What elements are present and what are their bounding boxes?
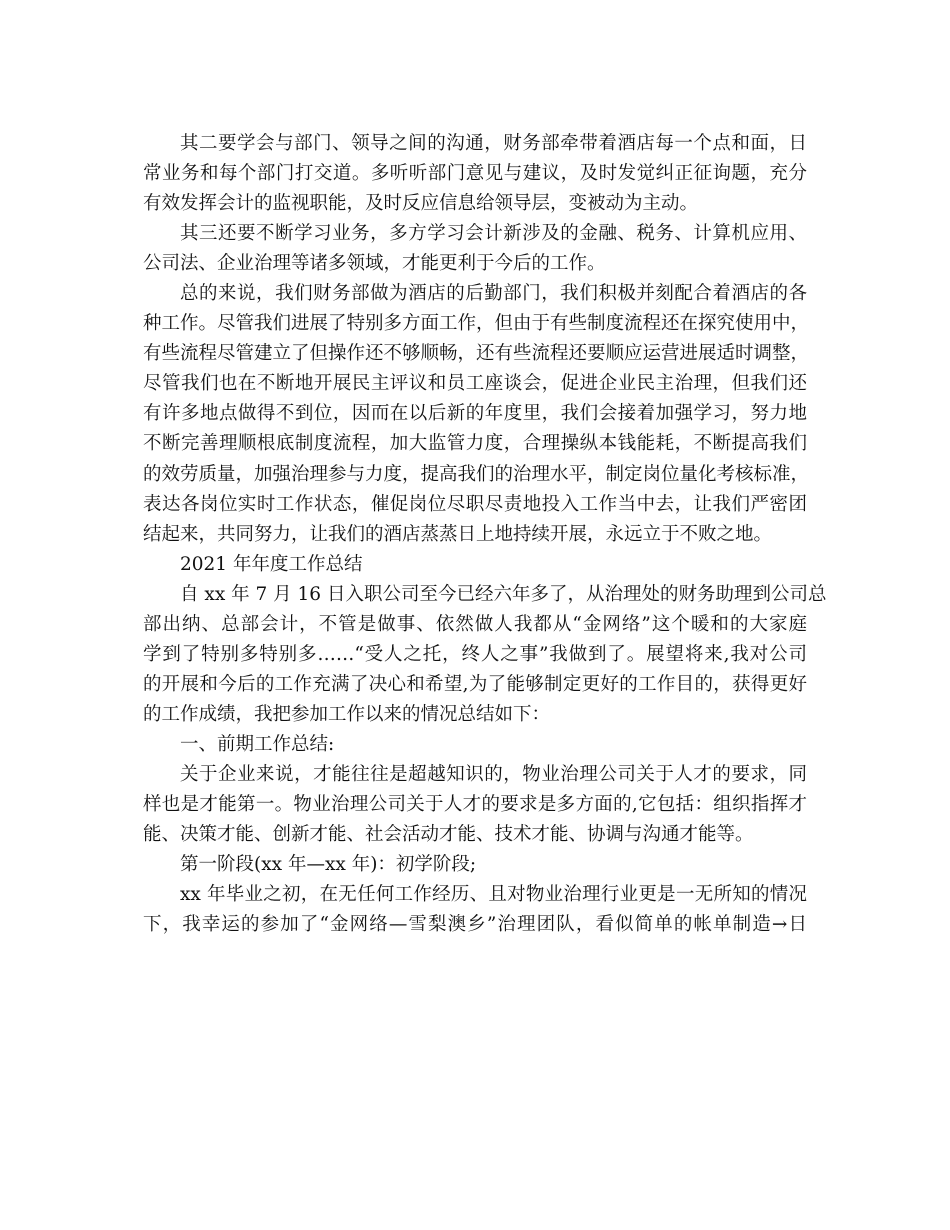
text-line: 尽管我们也在不断地开展民主评议和员工座谈会，促进企业民主治理，但我们还 bbox=[143, 373, 807, 395]
text-line: 的工作成绩，我把参加工作以来的情况总结如下： bbox=[143, 703, 551, 725]
text-line: 结起来，共同努力，让我们的酒店蒸蒸日上地持续开展，永远立于不败之地。 bbox=[143, 523, 773, 545]
text-line: 其三还要不断学习业务，多方学习会计新涉及的金融、税务、计算机应用、 bbox=[180, 223, 807, 245]
text-line: 的开展和今后的工作充满了决心和希望,为了能够制定更好的工作目的，获得更好 bbox=[143, 673, 807, 695]
document-body bbox=[143, 129, 827, 940]
text-line: xx 年毕业之初，在无任何工作经历、且对物业治理行业更是一无所知的情况 bbox=[180, 884, 807, 906]
text-line: 能、决策才能、创新才能、社会活动才能、技术才能、协调与沟通才能等。 bbox=[143, 824, 754, 846]
text-line: 关于企业来说，才能往往是超越知识的，物业治理公司关于人才的要求，同 bbox=[180, 763, 807, 785]
text-line: 有许多地点做得不到位，因而在以后新的年度里，我们会接着加强学习，努力地 bbox=[143, 403, 807, 425]
section-heading: 一、前期工作总结: bbox=[180, 733, 335, 755]
text-line: 部出纳、总部会计，不管是做事、依然做人我都从“金网络”这个暖和的大家庭 bbox=[143, 613, 807, 635]
text-line: 其二要学会与部门、领导之间的沟通，财务部牵带着酒店每一个点和面，日 bbox=[180, 133, 807, 154]
text-line: 总的来说，我们财务部做为酒店的后勤部门，我们积极并刻配合着酒店的各 bbox=[180, 283, 807, 305]
text-line: 种工作。尽管我们进展了特别多方面工作，但由于有些制度流程还在探究使用中， bbox=[143, 313, 810, 335]
section-title: 2021 年年度工作总结 bbox=[180, 553, 363, 575]
text-line: 表达各岗位实时工作状态，催促岗位尽职尽责地投入工作当中去，让我们严密团 bbox=[143, 493, 807, 515]
text-line: 常业务和每个部门打交道。多听听部门意见与建议，及时发觉纠正征询题，充分 bbox=[143, 163, 807, 185]
text-line: 样也是才能第一。物业治理公司关于人才的要求是多方面的,它包括：组织指挥才 bbox=[143, 794, 807, 816]
text-line: 公司法、企业治理等诸多领域，才能更利于今后的工作。 bbox=[143, 253, 606, 275]
text-line: 不断完善理顺根底制度流程，加大监管力度，合理操纵本钱能耗，不断提高我们 bbox=[143, 433, 807, 455]
text-line: 学到了特别多特别多……“受人之托，终人之事”我做到了。展望将来,我对公司 bbox=[143, 643, 807, 665]
text-line: 下，我幸运的参加了“金网络—雪梨澳乡”治理团队，看似简单的帐单制造→日 bbox=[143, 914, 807, 936]
text-line: 有效发挥会计的监视职能，及时反应信息给领导层，变被动为主动。 bbox=[143, 193, 699, 215]
text-line: 的效劳质量，加强治理参与力度，提高我们的治理水平，制定岗位量化考核标准， bbox=[143, 463, 810, 485]
text-line: 自 xx 年 7 月 16 日入职公司至今已经六年多了，从治理处的财务助理到公司总 bbox=[180, 583, 827, 605]
stage-heading: 第一阶段(xx 年—xx 年)：初学阶段; bbox=[180, 854, 477, 876]
text-line: 有些流程尽管建立了但操作还不够顺畅，还有些流程还要顺应运营进展适时调整， bbox=[143, 343, 810, 365]
